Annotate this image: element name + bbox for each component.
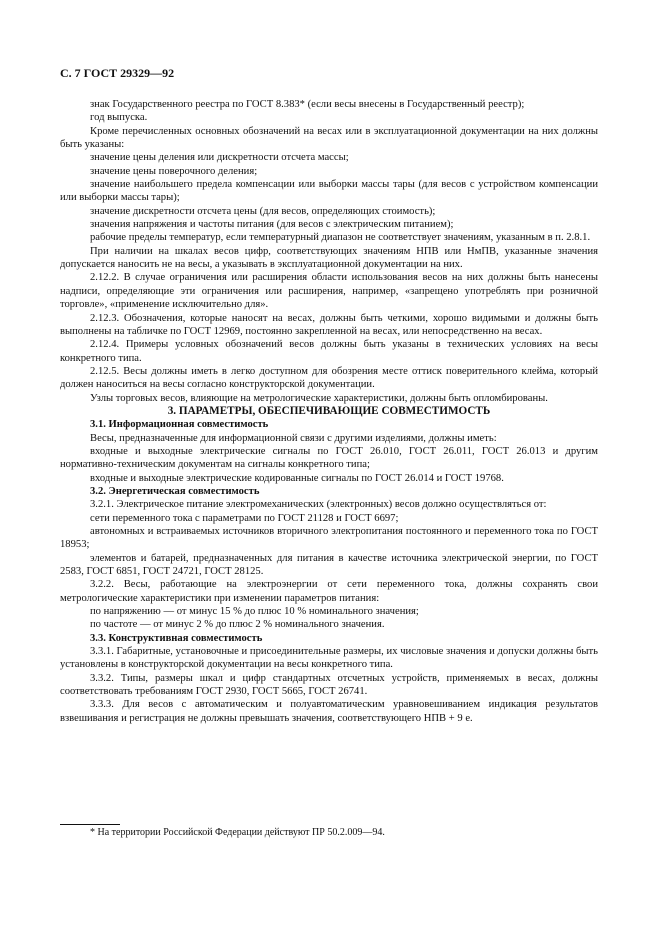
paragraph: 2.12.4. Примеры условных обозначений весов должны быть указаны в технических условиях на весы конкретного типа. (60, 339, 598, 364)
paragraph: 3.3.1. Габаритные, установочные и присоединительные размеры, их числовые значения и допуски должны быть установлены в конструкторской документации на весы конкретного типа. (60, 646, 598, 671)
paragraph: значение наибольшего предела компенсации или выборки массы тары (для весов с устройством компенсации или выборки массы тары); (60, 179, 598, 204)
paragraph: 3.2.1. Электрическое питание электромеханических (электронных) весов должно осуществляться от: (90, 499, 547, 511)
paragraph: знак Государственного реестра по ГОСТ 8.383* (если весы внесены в Государственный реестр); (90, 99, 525, 110)
paragraph: 3.3.2. Типы, размеры шкал и цифр стандартных отсчетных устройств, применяемых в весах, должны соответствовать требованиям ГОСТ 2930, ГОСТ 5665, ГОСТ 26741. (60, 672, 598, 698)
paragraph: значение цены деления или дискретности отсчета массы; (90, 152, 349, 164)
paragraph: Весы, предназначенные для информационной связи с другими изделиями, должны иметь: (90, 432, 497, 444)
paragraph: сети переменного тока с параметрами по ГОСТ 21128 и ГОСТ 6697; (90, 512, 399, 524)
subsection-title: 3.1. Информационная совместимость (90, 419, 269, 431)
paragraph: При наличии на шкалах весов цифр, соответствующих значениям НПВ или НмПВ, указанные значения допускается наносить не на весы, а указывать в эксплуатационной документации на них. (60, 245, 598, 271)
page-header: С. 7 ГОСТ 29329—92 (60, 66, 175, 80)
footnote: * На территории Российской Федерации действуют ПР 50.2.009—94. (90, 827, 385, 838)
paragraph: 2.12.5. Весы должны иметь в легко доступном для обозрения месте оттиск поверительного клейма, который должен наноситься на весы согласно конструкторской документации. (60, 365, 598, 391)
paragraph: входные и выходные электрические сигналы по ГОСТ 26.010, ГОСТ 26.011, ГОСТ 26.013 и другим нормативно-техническим документам на сигналы конкретного типа; (60, 445, 598, 471)
paragraph: входные и выходные электрические кодированные сигналы по ГОСТ 26.014 и ГОСТ 19768. (90, 472, 504, 484)
paragraph: значение цены поверочного деления; (90, 165, 258, 177)
document-body (60, 98, 598, 725)
paragraph: элементов и батарей, предназначенных для питания в качестве источника электрической энергии, по ГОСТ 2583, ГОСТ 6851, ГОСТ 24721, ГОСТ 28125. (60, 552, 598, 578)
paragraph: 3.3.3. Для весов с автоматическим и полуавтоматическим уравновешиванием индикация результатов взвешивания и регистрация не должны превышать значения, соответствующего НПВ + 9 е. (60, 699, 598, 724)
paragraph: по частоте — от минус 2 % до плюс 2 % номинального значения. (90, 619, 385, 631)
subsection-title: 3.2. Энергетическая совместимость (90, 485, 260, 497)
paragraph: год выпуска. (90, 112, 148, 124)
paragraph: 2.12.2. В случае ограничения или расширения области использования весов на них должны быть нанесены надписи, определяющие эти ограничения или расширения, например, «запрещено употреблять при розничной торговле», «применение исключительно для». (60, 272, 598, 311)
footnote-divider (60, 824, 120, 825)
paragraph: рабочие пределы температур, если температурный диапазон не соответствует значениям, указанным в п. 2.8.1. (90, 232, 591, 244)
paragraph: по напряжению — от минус 15 % до плюс 10 % номинального значения; (90, 606, 419, 618)
paragraph: значения напряжения и частоты питания (для весов с электрическим питанием); (90, 219, 454, 231)
paragraph: Узлы торговых весов, влияющие на метрологические характеристики, должны быть опломбированы. (90, 392, 548, 404)
paragraph: 3.2.2. Весы, работающие на электроэнергии от сети переменного тока, должны сохранять свои метрологические характеристики при изменении параметров питания: (60, 579, 598, 604)
paragraph: 2.12.3. Обозначения, которые наносят на весах, должны быть четкими, хорошо видимыми и должны быть выполнены на табличке по ГОСТ 12969, постоянно закрепленной на весах, или непосредственно на весах. (60, 312, 598, 337)
paragraph: Кроме перечисленных основных обозначений на весах или в эксплуатационной документации на них должны быть указаны: (60, 125, 598, 151)
paragraph: автономных и встраиваемых источников вторичного электропитания постоянного и переменного тока по ГОСТ 18953; (60, 526, 598, 551)
paragraph: значение дискретности отсчета цены (для весов, определяющих стоимость); (90, 205, 436, 217)
subsection-title: 3.3. Конструктивная совместимость (90, 632, 263, 644)
section-title: 3. ПАРАМЕТРЫ, ОБЕСПЕЧИВАЮЩИЕ СОВМЕСТИМОСТЬ (167, 404, 491, 417)
